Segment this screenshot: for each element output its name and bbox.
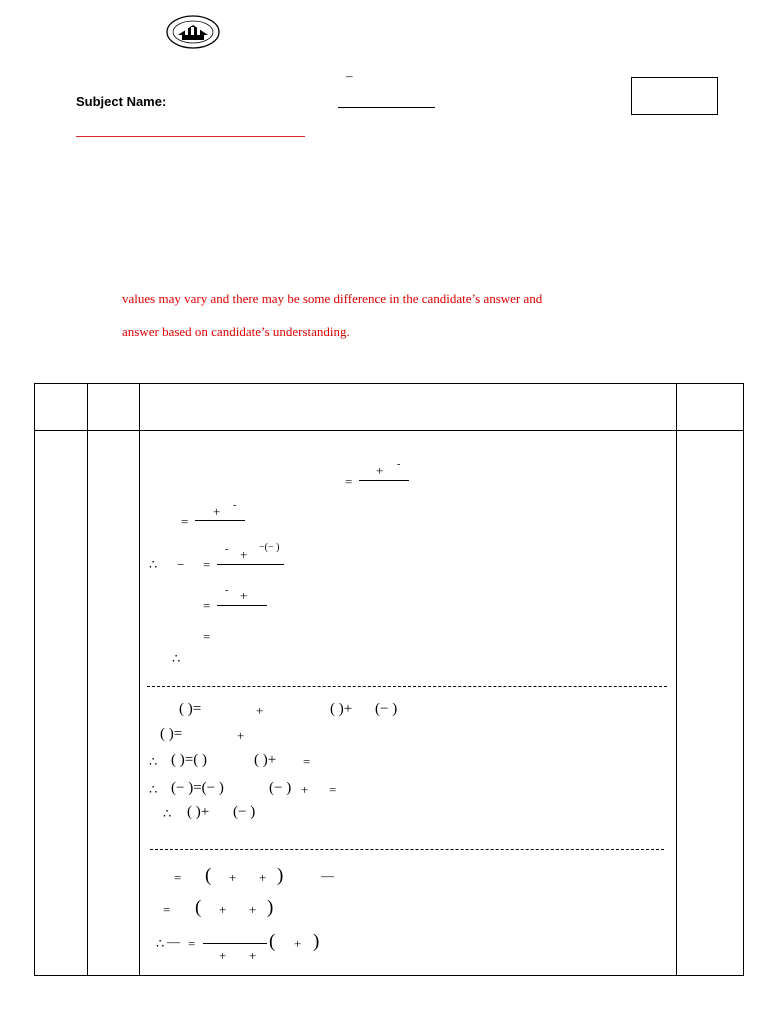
math-plus: + bbox=[249, 902, 257, 917]
therefore-symbol: ∴ bbox=[156, 936, 165, 951]
math-paren-plus: ( )+ bbox=[254, 752, 277, 768]
math-plus: + bbox=[219, 948, 227, 963]
section-separator bbox=[147, 686, 667, 687]
math-plus: + bbox=[259, 870, 267, 885]
math-paren-eq-paren: ( )=( ) bbox=[171, 752, 207, 768]
math-minus: - bbox=[225, 544, 229, 555]
math-plus: + bbox=[219, 902, 227, 917]
math-neg-paren-eq: (− )=(− ) bbox=[171, 780, 224, 796]
math-equals: = bbox=[181, 514, 189, 529]
note-line-1: values may vary and there may be some difference in the candidate’s answer and bbox=[122, 291, 543, 306]
answer-table bbox=[34, 383, 744, 976]
math-neg-paren: (− ) bbox=[233, 804, 256, 820]
math-paren-close: ) bbox=[267, 897, 274, 918]
math-paren-plus: ( )+ bbox=[187, 804, 210, 820]
math-equals: = bbox=[345, 474, 353, 489]
therefore-symbol: ∴ bbox=[149, 754, 158, 769]
math-equals: = bbox=[163, 902, 171, 917]
subject-code-underline bbox=[338, 107, 435, 108]
math-plus: + bbox=[376, 463, 384, 478]
fraction-bar bbox=[195, 520, 245, 521]
section-separator bbox=[150, 849, 664, 850]
math-paren-close: ) bbox=[313, 931, 320, 952]
math-dash: — bbox=[321, 868, 334, 883]
math-plus: + bbox=[256, 703, 264, 718]
subject-name-label: Subject Name: bbox=[76, 94, 167, 109]
math-plus: + bbox=[229, 870, 237, 885]
math-neg-paren: (− ) bbox=[375, 701, 398, 717]
math-minus: − bbox=[177, 557, 185, 572]
column-divider bbox=[87, 384, 88, 975]
therefore-symbol: ∴ bbox=[149, 782, 158, 797]
column-divider bbox=[139, 384, 140, 975]
math-paren-eq: ( )= bbox=[160, 726, 183, 742]
math-plus: + bbox=[294, 936, 302, 951]
math-plus: + bbox=[301, 782, 309, 797]
fraction-bar bbox=[217, 564, 284, 565]
math-plus: + bbox=[240, 588, 248, 603]
board-logo bbox=[166, 15, 220, 49]
math-minus: - bbox=[233, 500, 237, 511]
math-equals: = bbox=[203, 629, 211, 644]
subject-code-box bbox=[631, 77, 718, 115]
fraction-bar bbox=[203, 943, 267, 944]
column-divider bbox=[676, 384, 677, 975]
math-equals: = bbox=[188, 936, 196, 951]
math-minus: - bbox=[225, 585, 229, 596]
math-paren-close: ) bbox=[277, 865, 284, 886]
math-equals: = bbox=[203, 598, 211, 613]
math-equals: = bbox=[329, 782, 337, 797]
math-plus: + bbox=[213, 504, 221, 519]
math-plus: + bbox=[237, 728, 245, 743]
math-plus: + bbox=[249, 948, 257, 963]
fraction-bar bbox=[359, 480, 409, 481]
math-paren-open: ( bbox=[269, 931, 276, 952]
therefore-symbol: ∴ bbox=[163, 806, 172, 821]
math-paren-eq: ( )= bbox=[179, 701, 202, 717]
note-line-2: answer based on candidate’s understanding. bbox=[122, 324, 350, 339]
seal-icon bbox=[166, 15, 220, 49]
therefore-symbol: ∴ bbox=[172, 651, 181, 666]
math-plus: + bbox=[240, 547, 248, 562]
math-dash: — bbox=[167, 934, 180, 949]
header-row-divider bbox=[35, 430, 743, 431]
math-equals: = bbox=[303, 754, 311, 769]
math-minus: - bbox=[397, 459, 401, 470]
math-equals: = bbox=[174, 870, 182, 885]
math-neg-group: −(− ) bbox=[259, 542, 280, 553]
math-paren-open: ( bbox=[205, 865, 212, 886]
header-dash: – bbox=[346, 68, 353, 83]
math-paren-open: ( bbox=[195, 897, 202, 918]
subject-name-underline bbox=[76, 136, 305, 137]
therefore-symbol: ∴ bbox=[149, 557, 158, 572]
math-equals: = bbox=[203, 557, 211, 572]
fraction-bar bbox=[217, 605, 267, 606]
math-neg-paren: (− ) bbox=[269, 780, 292, 796]
math-paren-plus: ( )+ bbox=[330, 701, 353, 717]
